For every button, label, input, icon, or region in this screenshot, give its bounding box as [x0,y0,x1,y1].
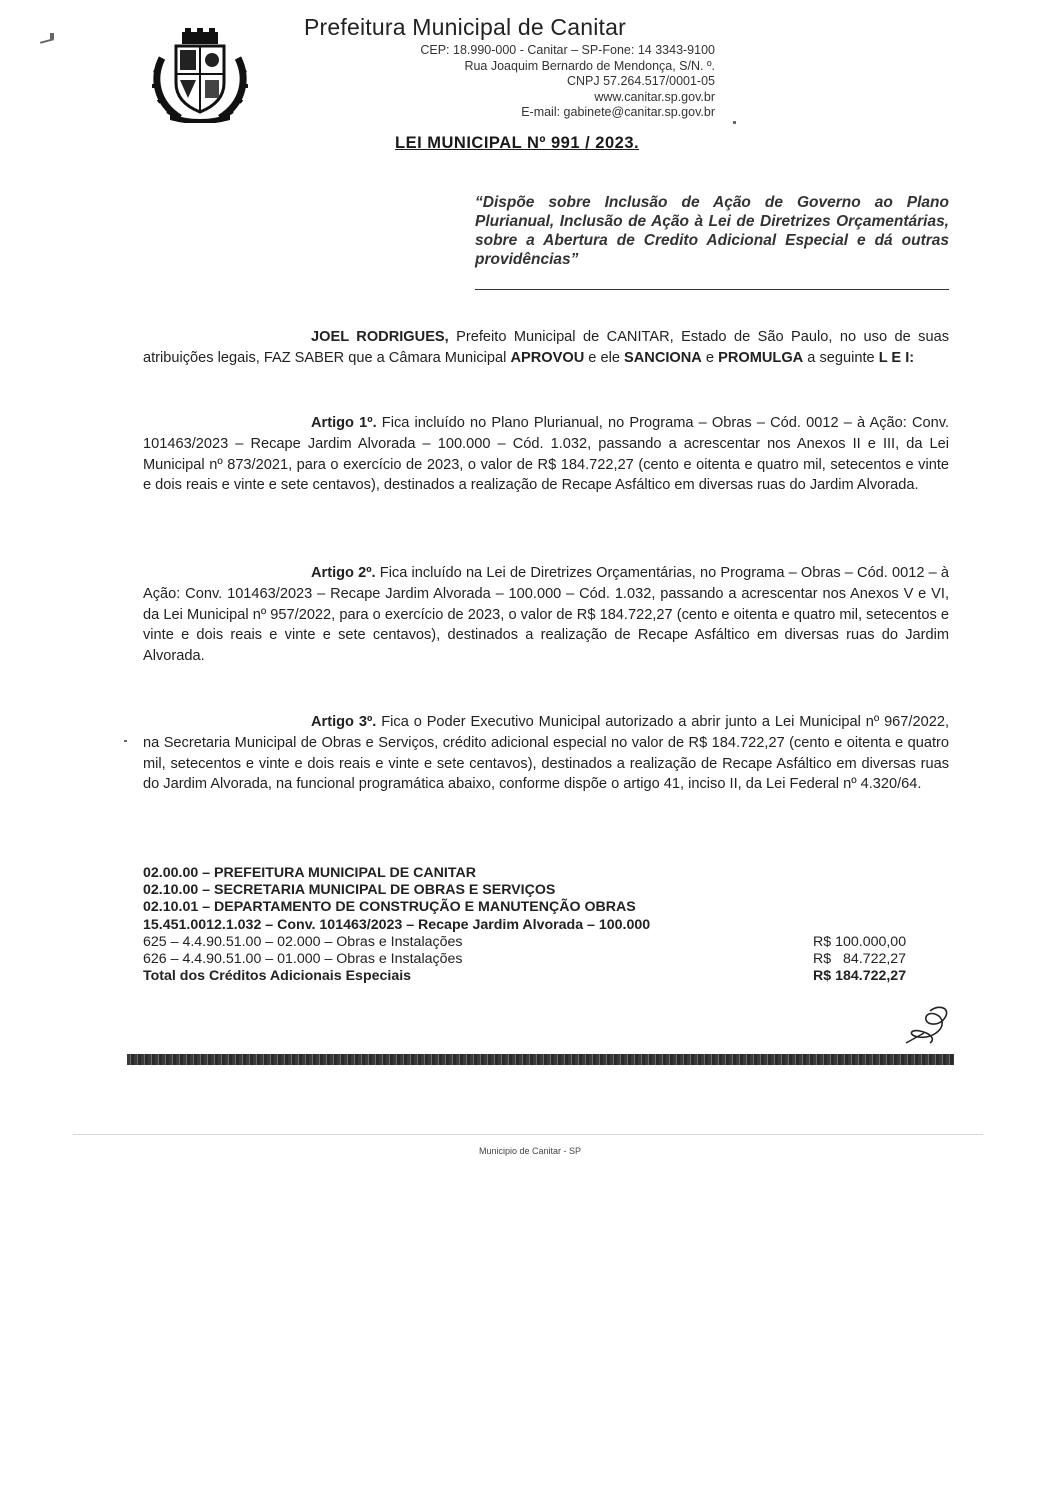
page-bottom-bar [127,1054,954,1065]
budget-line-label: 625 – 4.4.90.51.00 – 02.000 – Obras e Instalações [143,933,463,950]
scan-speck [124,740,127,742]
article-1 [143,413,949,496]
law-word: L E I: [878,349,915,366]
contact-details [300,43,715,121]
budget-line [143,934,938,951]
footer-text: Municipio de Canitar - SP [478,1146,582,1156]
budget-total [143,968,938,985]
sanctions-word: SANCIONA [624,349,702,366]
summary-underline [475,289,949,290]
letterhead [300,14,720,121]
article-heading: Artigo 1º. [311,415,377,431]
street-address: Rua Joaquim Bernardo de Mendonça, S/N. º. [464,58,715,73]
budget-line [143,951,938,968]
promulgates-word: PROMULGA [718,349,804,366]
law-summary: “Dispõe sobre Inclusão de Ação de Governo ao Plano Plurianual, Inclusão de Ação à Lei de Diretrizes Orçamentárias, sobre a Abertura de Credito Adicional Especial e dá outras providências” [475,194,949,268]
article-heading: Artigo 3º. [311,714,377,730]
preamble-text: Prefeito Municipal de CANITAR, Estado de São Paulo, no uso de suas atribuições legais, FAZ SABER que a Câmara Municipal [143,329,949,366]
scan-speck [50,33,54,39]
article-text: Fica incluído na Lei de Diretrizes Orçamentárias, no Programa – Obras – Cód. 0012 – à Ação: Conv. 101463/2023 – Recape Jardim Alvorada – 100.000 – Cód. 1.032, passando a acrescentar nos Anexos V e VI, da Lei Municipal nº 957/2022, para o exercício de 2023, o valor de R$ 184.722,27 (cento e oitenta e quatro mil, setecentos e vinte e dois reais e vinte e sete centavos), destinados a realização de Recape Asfáltico em diversas ruas do Jardim Alvorada. [143,565,949,665]
budget-total-label: Total dos Créditos Adicionais Especiais [143,968,412,985]
scan-speck [40,38,54,44]
budget-total-amount: R$ 184.722,27 [813,968,907,985]
preamble-paragraph [143,327,949,369]
article-2 [143,563,949,667]
municipal-coat-of-arms-icon [150,28,250,123]
budget-heading: 15.451.0012.1.032 – Conv. 101463/2023 – Recape Jardim Alvorada – 100.000 [143,916,651,933]
cep-phone: CEP: 18.990-000 - Canitar – SP-Fone: 14 3343-9100 [420,43,715,57]
scan-speck [733,121,736,124]
preamble-text: a seguinte [803,349,879,366]
budget-allocation [143,865,938,985]
website-link[interactable]: www.canitar.sp.gov.br [594,89,715,104]
budget-heading: 02.10.00 – SECRETARIA MUNICIPAL DE OBRAS E SERVIÇOS [143,882,556,899]
budget-heading: 02.10.01 – DEPARTAMENTO DE CONSTRUÇÃO E MANUTENÇÃO OBRAS [143,899,636,916]
cnpj: CNPJ 57.264.517/0001-05 [566,74,715,88]
preamble-text: e [701,349,719,366]
mayor-name: JOEL RODRIGUES, [311,329,449,345]
budget-line-label: 626 – 4.4.90.51.00 – 01.000 – Obras e Instalações [143,951,463,968]
email-link[interactable]: E-mail: gabinete@canitar.sp.gov.br [521,105,715,119]
budget-line-amount: R$ 84.722,27 [813,951,907,968]
law-title: LEI MUNICIPAL Nº 991 / 2023. [395,134,640,152]
article-text: Fica o Poder Executivo Municipal autorizado a abrir junto a Lei Municipal nº 967/2022, na Secretaria Municipal de Obras e Serviços, crédito adicional especial no valor de R$ 184.722,27 (cento e oitenta e quatro mil, setecentos e vinte e dois reais e vinte e sete centavos), destinados a realização de Recape Asfáltico em diversas ruas do Jardim Alvorada, na funcional programática abaixo, conforme dispõe o artigo 41, inciso II, da Lei Federal nº 4.320/64. [143,714,949,793]
footer-divider [73,1134,983,1135]
approved-word: APROVOU [510,349,585,366]
budget-heading: 02.00.00 – PREFEITURA MUNICIPAL DE CANITAR [143,865,476,881]
preamble-text: e ele [584,349,625,366]
article-text: Fica incluído no Plano Plurianual, no Programa – Obras – Cód. 0012 – à Ação: Conv. 101463/2023 – Recape Jardim Alvorada – 100.000 – Cód. 1.032, passando a acrescentar nos Anexos II e III, da Lei Municipal nº 873/2021, para o exercício de 2023, o valor de R$ 184.722,27 (cento e oitenta e quatro mil, setecentos e vinte e dois reais e vinte e sete centavos), destinados a realização de Recape Asfáltico em diversas ruas do Jardim Alvorada. [143,415,949,494]
handwritten-initials-icon [900,1003,956,1047]
organization-name: Prefeitura Municipal de Canitar [304,14,626,40]
article-3 [143,712,949,795]
article-heading: Artigo 2º. [311,565,376,581]
budget-line-amount: R$ 100.000,00 [813,933,907,950]
